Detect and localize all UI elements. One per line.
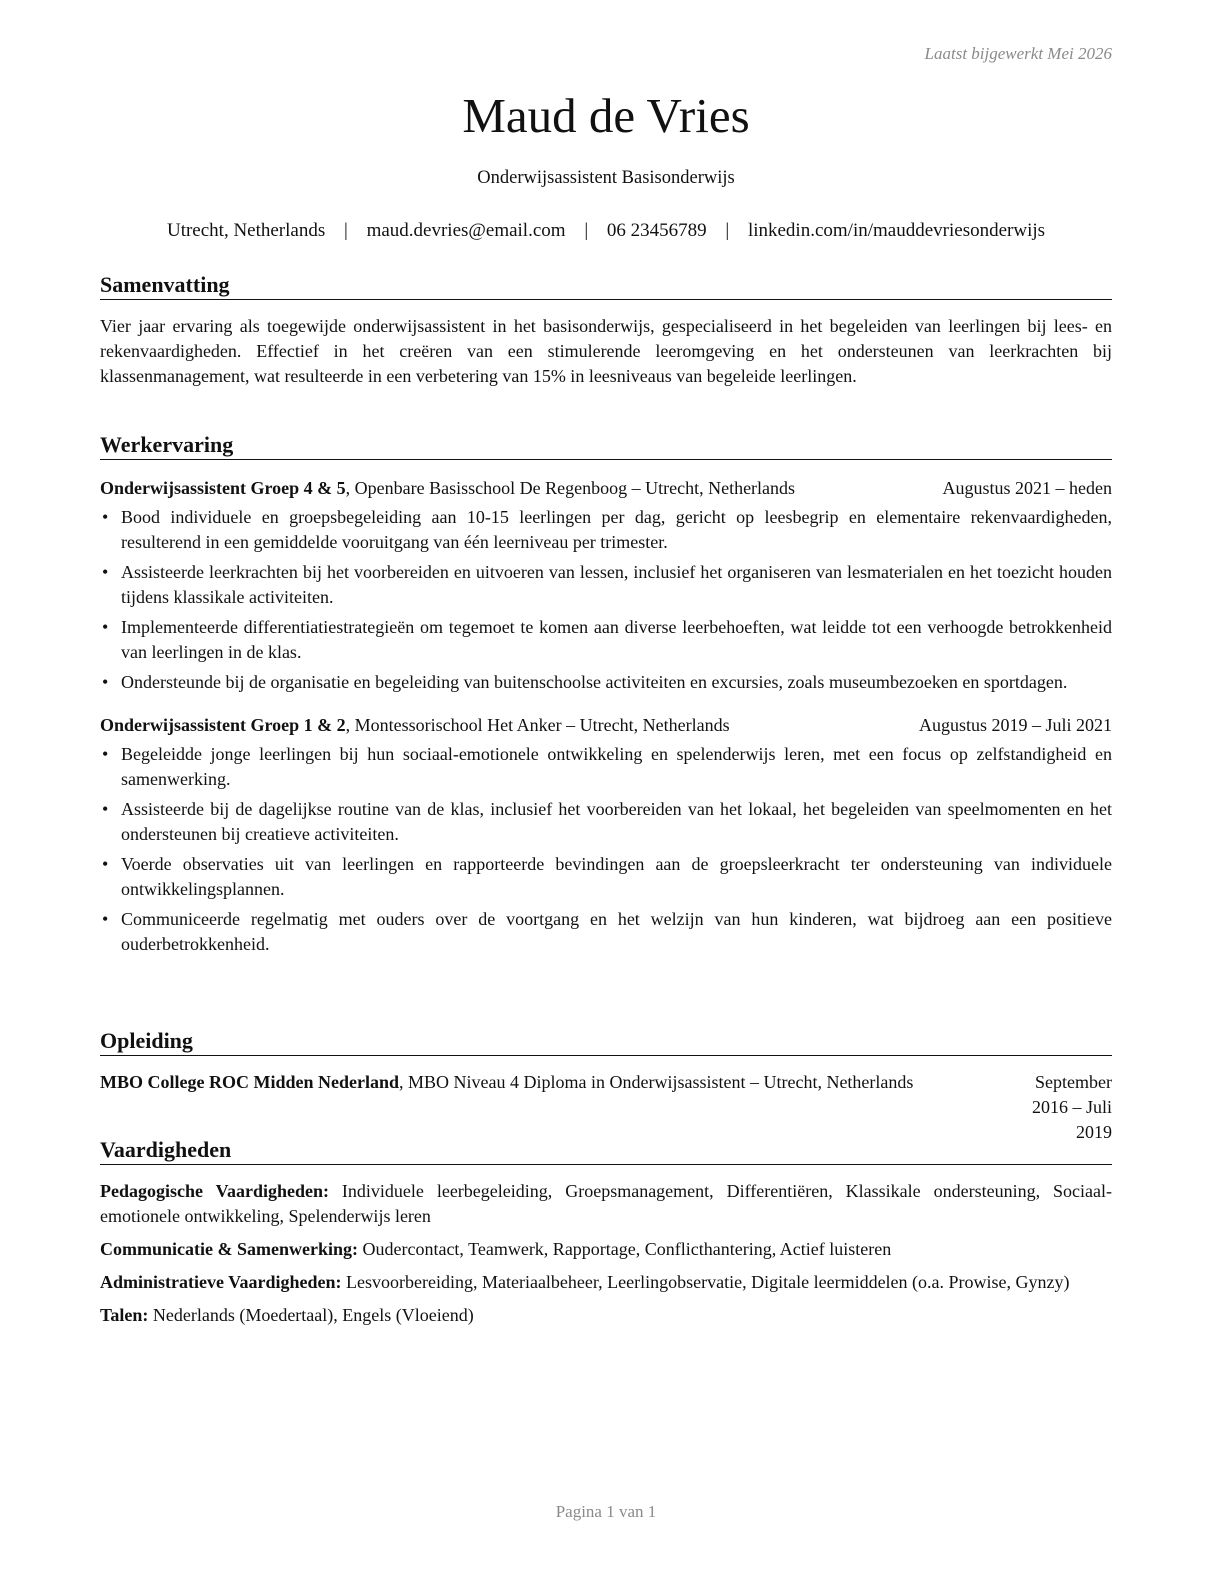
bullet-item: • Begeleidde jonge leerlingen bij hun sociaal-emotionele ontwikkeling en spelenderwijs leren, met een focus op zelfstandigheid en samenwerking. (100, 742, 1112, 792)
contact-email[interactable]: maud.devries@email.com (366, 220, 566, 241)
skill-line (100, 1270, 1112, 1295)
education-school: MBO College ROC Midden Nederland (100, 1072, 399, 1092)
skill-value: Oudercontact, Teamwerk, Rapportage, Conflicthantering, Actief luisteren (357, 1239, 892, 1259)
skills-heading: Vaardigheden (100, 1137, 1112, 1165)
job-title-line (100, 713, 890, 738)
education-heading: Opleiding (100, 1028, 1112, 1056)
summary-text: Vier jaar ervaring als toegewijde onderwijsassistent in het basisonderwijs, gespecialiseerd in het begeleiden van leerlingen bij lees- en rekenvaardigheden. Effectief in het creëren van een stimulerende leeromgeving en het ondersteunen van leerkrachten bij klassenmanagement, wat resulteerde in een verbetering van 15% in leesniveaus van begeleide leerlingen. (100, 316, 1112, 386)
contact-line (60, 220, 1152, 242)
contact-separator: | (584, 220, 589, 241)
bullet-item: • Communiceerde regelmatig met ouders over de voortgang en het welzijn van hun kinderen, wat bijdroeg aan een positieve ouderbetrokkenheid. (100, 907, 1112, 957)
bullet-item: • Assisteerde leerkrachten bij het voorbereiden en uitvoeren van lessen, inclusief het organiseren van lesmaterialen en het toezicht houden tijdens klassikale activiteiten. (100, 560, 1112, 610)
contact-separator: | (344, 220, 348, 241)
bullet-item: • Implementeerde differentiatiestrategieën om tegemoet te komen aan diverse leerbehoeften, wat leidde tot een verhoogde betrokkenheid van leerlingen in de klas. (100, 615, 1112, 665)
education-detail: , MBO Niveau 4 Diploma in Onderwijsassistent – Utrecht, Netherlands (399, 1072, 914, 1092)
skill-line (100, 1303, 1112, 1328)
skill-value: Lesvoorbereiding, Materiaalbeheer, Leerlingobservatie, Digitale leermiddelen (o.a. Prowise, Gynzy) (341, 1272, 1070, 1292)
education-section (100, 1028, 1112, 1145)
summary-section (100, 272, 1112, 389)
bullet-item: • Voerde observaties uit van leerlingen en rapporteerde bevindingen aan de groepsleerkracht ter ondersteuning van individuele ontwikkelingsplannen. (100, 852, 1112, 902)
contact-linkedin[interactable]: linkedin.com/in/mauddevriesonderwijs (747, 220, 1046, 241)
last-updated: Laatst bijgewerkt Mei 2026 (924, 44, 1112, 63)
contact-location: Utrecht, Netherlands (166, 220, 326, 241)
resume-page (100, 0, 1112, 1584)
bullet-item: • Assisteerde bij de dagelijkse routine van de klas, inclusief het voorbereiden van het lokaal, het begeleiden van speelmomenten en het ondersteunen bij creatieve activiteiten. (100, 797, 1112, 847)
experience-section (100, 432, 1112, 962)
candidate-name: Maud de Vries (462, 88, 750, 143)
experience-heading: Werkervaring (100, 432, 1112, 460)
job-role: Onderwijsassistent Groep 1 & 2 (100, 715, 346, 735)
job-bullets (100, 742, 1112, 957)
job-role: Onderwijsassistent Groep 4 & 5 (100, 478, 346, 498)
job-entry (100, 476, 1112, 695)
skill-label: Pedagogische Vaardigheden: (100, 1181, 329, 1201)
skill-label: Communicatie & Samenwerking: (100, 1239, 358, 1259)
job-org: , Openbare Basisschool De Regenboog – Utrecht, Netherlands (345, 478, 796, 498)
job-org: , Montessorischool Het Anker – Utrecht, Netherlands (345, 715, 730, 735)
job-title-line (100, 476, 890, 501)
education-entry (100, 1070, 1112, 1145)
skill-label: Administratieve Vaardigheden: (100, 1272, 342, 1292)
skill-line (100, 1237, 1112, 1262)
skill-label: Talen: (100, 1305, 149, 1325)
skills-section (100, 1137, 1112, 1328)
skill-value: Individuele leerbegeleiding, Groepsmanagement, Differentiëren, Klassikale ondersteuning, Sociaal-emotionele ontwikkeling, Spelenderwijs leren (100, 1181, 1112, 1226)
skill-line (100, 1179, 1112, 1229)
contact-separator: | (725, 220, 730, 241)
bullet-item: • Ondersteunde bij de organisatie en begeleiding van buitenschoolse activiteiten en excursies, zoals museumbezoeken en sportdagen. (100, 670, 1112, 695)
contact-phone[interactable]: 06 23456789 (606, 220, 707, 241)
page-number: Pagina 1 van 1 (555, 1502, 657, 1521)
skill-value: Nederlands (Moedertaal), Engels (Vloeiend) (148, 1305, 474, 1325)
bullet-item: • Bood individuele en groepsbegeleiding aan 10-15 leerlingen per dag, gericht op leesbegrip en elementaire rekenvaardigheden, resulterend in een gemiddelde vooruitgang van één leerniveau per trimester. (100, 505, 1112, 555)
job-dates: Augustus 2019 – Juli 2021 (918, 715, 1112, 735)
job-bullets (100, 505, 1112, 695)
candidate-headline: Onderwijsassistent Basisonderwijs (477, 168, 735, 188)
job-dates: Augustus 2021 – heden (942, 478, 1112, 498)
education-title-line (100, 1070, 980, 1145)
job-header (100, 476, 1112, 501)
job-entry (100, 713, 1112, 957)
education-dates: September 2016 – Juli 2019 (1031, 1072, 1112, 1142)
job-header (100, 713, 1112, 738)
summary-heading: Samenvatting (100, 272, 1112, 300)
